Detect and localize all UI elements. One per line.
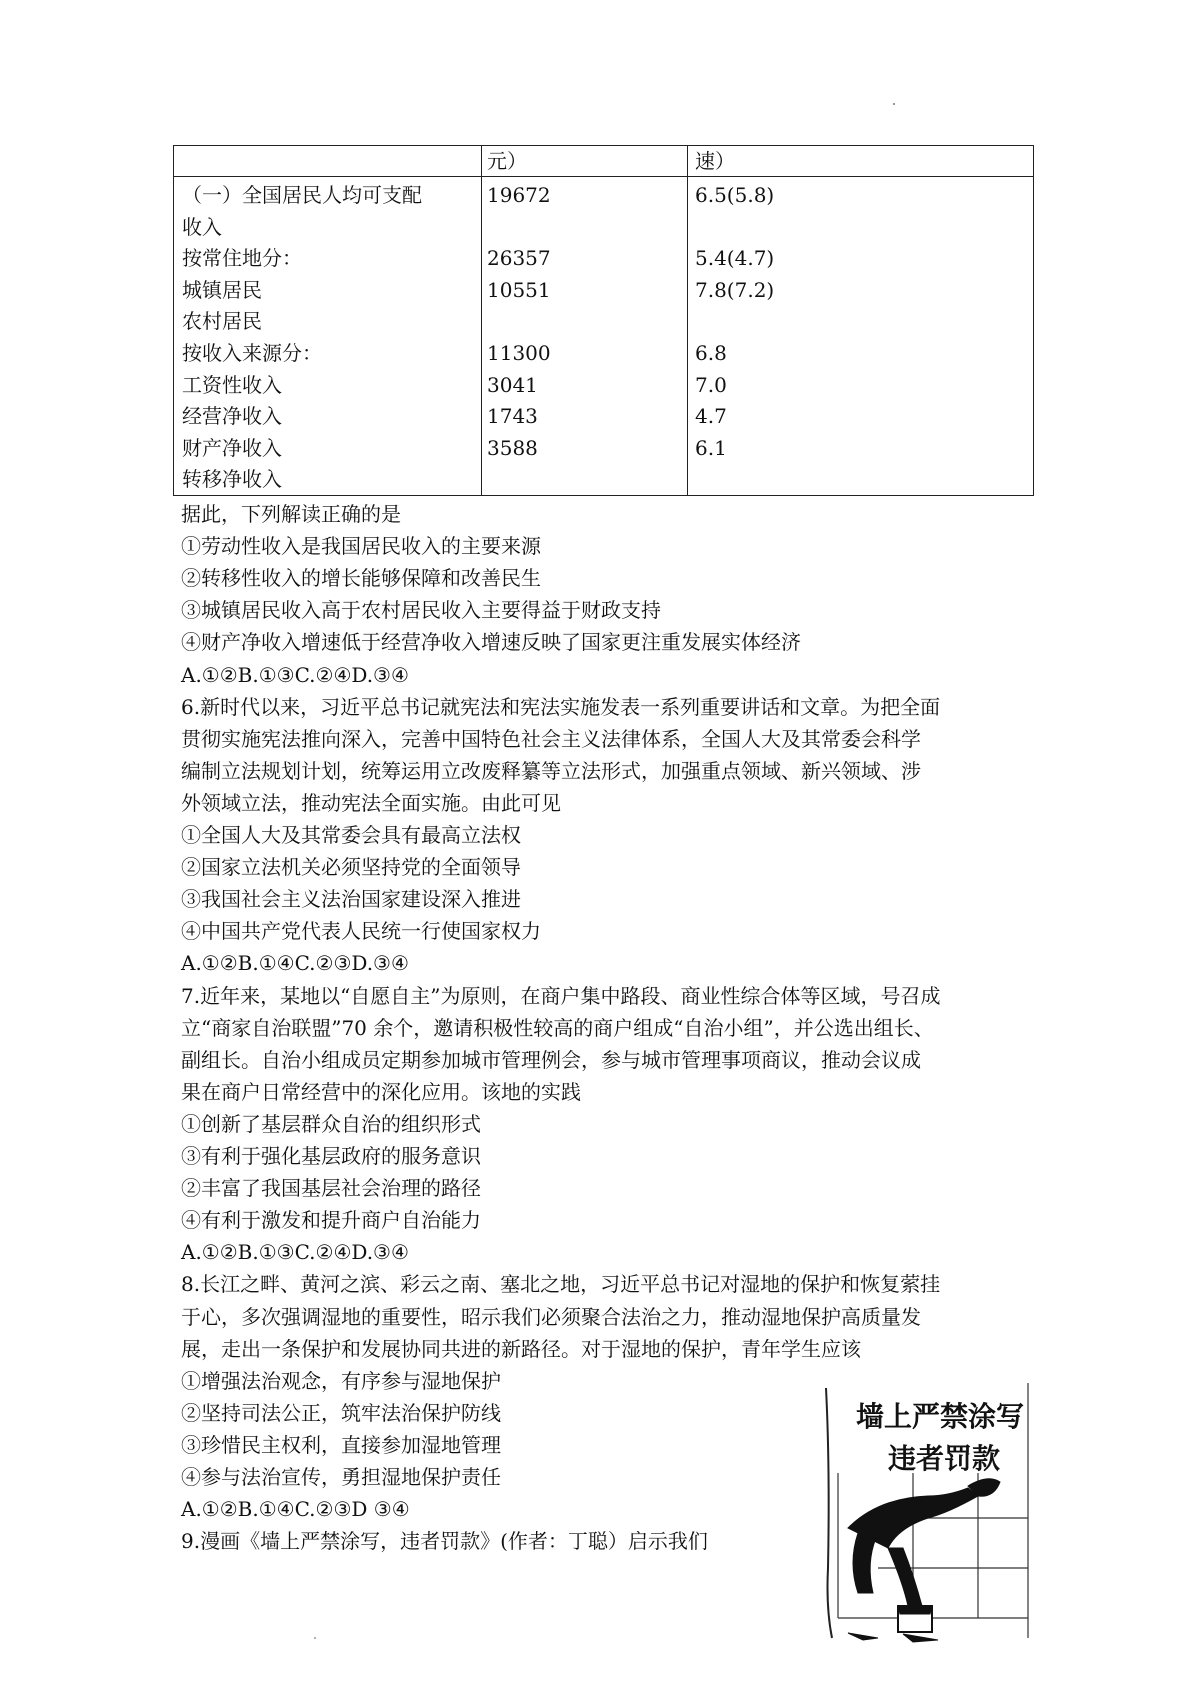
table-cell-label: 工资性收入 [182,372,282,397]
text-line: ④中国共产党代表人民统一行使国家权力 [181,919,541,944]
table-cell-label: 转移净收入 [182,467,282,492]
table-cell-label: 按收入来源分： [182,341,322,365]
table-cell-growth: 6.5(5.8) [695,183,775,207]
table-cell-growth: 7.0 [695,372,727,397]
table-header-divider [174,176,1033,177]
text-line: 于心，多次强调湿地的重要性，昭示我们必须聚合法治之力，推动湿地保护高质量发 [181,1304,921,1329]
text-line: 外领域立法，推动宪法全面实施。由此可见 [181,790,561,815]
text-line: A.①②B.①③C.②④D.③④ [181,1240,409,1265]
text-line: ①创新了基层群众自治的组织形式 [181,1111,481,1136]
table-cell-value: 11300 [487,341,551,365]
income-table [173,145,1034,496]
cartoon-caption-line1: 墙上严禁涂写 [856,1400,1025,1433]
text-line: ②坚持司法公正，筑牢法治保护防线 [181,1400,501,1425]
text-line: ②丰富了我国基层社会治理的路径 [181,1176,481,1201]
table-cell-growth: 6.8 [695,341,727,365]
text-line: 编制立法规划计划，统筹运用立改废释纂等立法形式，加强重点领域、新兴领域、涉 [181,758,921,783]
table-cell-label: 经营净收入 [182,404,282,429]
text-line: ③有利于强化基层政府的服务意识 [181,1144,481,1168]
table-cell-value: 26357 [487,246,551,271]
text-line: ②转移性收入的增长能够保障和改善民生 [181,566,541,591]
table-column-divider [481,146,482,495]
table-cell-growth: 7.8(7.2) [695,277,775,302]
text-line: ③珍惜民主权利，直接参加湿地管理 [181,1432,501,1457]
text-line: 据此，下列解读正确的是 [181,502,401,526]
text-line: ④参与法治宣传，勇担湿地保护责任 [181,1465,501,1489]
table-header-value: 元） [487,149,527,173]
text-line: 展，走出一条保护和发展协同共进的新路径。对于湿地的保护，青年学生应该 [181,1336,861,1361]
cartoon-illustration [818,1378,1040,1653]
text-line: A.①②B.①④C.②③D.③④ [181,951,409,976]
table-cell-label: 收入 [182,214,222,239]
text-line: ④财产净收入增速低于经营净收入增速反映了国家更注重发展实体经济 [181,630,801,655]
table-cell-label: 农村居民 [182,309,262,334]
text-line: 副组长。自治小组成员定期参加城市管理例会，参与城市管理事项商议，推动会议成 [181,1047,921,1072]
cartoon-caption-line2: 违者罚款 [888,1442,1001,1475]
table-cell-label: （一）全国居民人均可支配 [182,183,422,207]
text-line: 8.长江之畔、黄河之滨、彩云之南、塞北之地，习近平总书记对湿地的保护和恢复萦挂 [181,1272,941,1297]
table-cell-value: 19672 [487,183,551,207]
table-cell-label: 财产净收入 [182,435,282,460]
table-cell-growth: 6.1 [695,435,727,460]
table-cell-value: 10551 [487,277,551,302]
table-cell-label: 按常住地分： [182,246,302,271]
text-line: ①全国人大及其常委会具有最高立法权 [181,823,521,847]
text-line: ①增强法治观念，有序参与湿地保护 [181,1368,501,1393]
text-line: ④有利于激发和提升商户自治能力 [181,1208,481,1233]
text-line: ②国家立法机关必须坚持党的全面领导 [181,855,521,880]
text-line: 9.漫画《墙上严禁涂写，违者罚款》(作者：丁聪）启示我们 [181,1529,708,1554]
text-line: A.①②B.①④C.②③D ③④ [181,1497,410,1522]
table-header-growth: 速） [695,149,735,173]
scan-speck [314,1637,316,1639]
text-line: ①劳动性收入是我国居民收入的主要来源 [181,534,541,559]
text-line: 6.新时代以来，习近平总书记就宪法和宪法实施发表一系列重要讲话和文章。为把全面 [181,694,941,719]
text-line: 果在商户日常经营中的深化应用。该地的实践 [181,1079,581,1104]
table-cell-value: 3588 [487,435,538,460]
scan-speck [893,103,895,105]
table-column-divider [687,146,688,495]
text-line: 立“商家自治联盟”70 余个，邀请积极性较高的商户组成“自治小组”，并公选出组长、 [181,1015,934,1040]
text-line: 7.近年来，某地以“自愿自主”为原则，在商户集中路段、商业性综合体等区域，号召成 [181,983,941,1008]
table-cell-growth: 4.7 [695,404,727,429]
text-line: ③城镇居民收入高于农村居民收入主要得益于财政支持 [181,598,661,623]
table-cell-label: 城镇居民 [182,277,262,302]
table-cell-value: 1743 [487,404,538,429]
table-cell-value: 3041 [487,372,538,397]
text-line: ③我国社会主义法治国家建设深入推进 [181,887,521,912]
text-line: A.①②B.①③C.②④D.③④ [181,662,409,687]
text-line: 贯彻实施宪法推向深入，完善中国特色社会主义法律体系，全国人大及其常委会科学 [181,726,921,751]
table-cell-growth: 5.4(4.7) [695,246,775,271]
